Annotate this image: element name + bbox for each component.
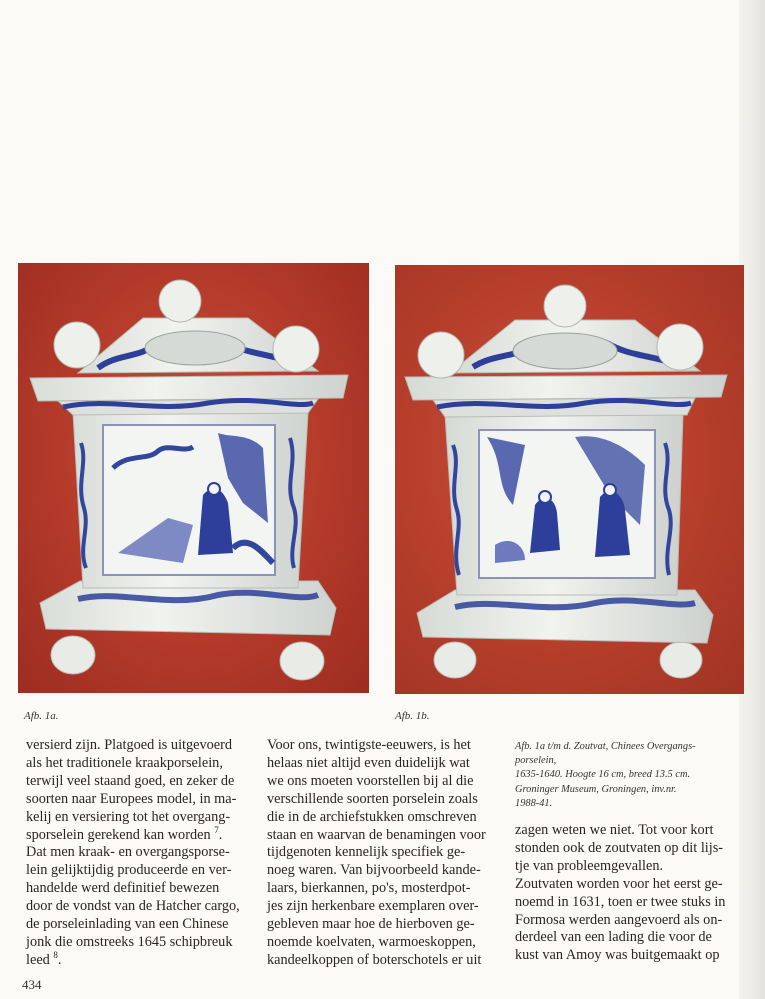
body-text-column-2 (267, 737, 486, 970)
figure-label-1a: Afb. 1a. (24, 710, 59, 722)
text-line: tijdgenoten kennelijk specifiek ge- (267, 844, 466, 861)
text-line: door de vondst van de Hatcher cargo, (26, 898, 240, 915)
salt-cellar-1a-illustration (18, 263, 369, 693)
photo-salt-cellar-1b (395, 265, 744, 694)
text-line: jes zijn herkenbare exemplaren over- (267, 898, 479, 915)
text-line: we ons moeten voorstellen bij al die (267, 772, 474, 789)
text-line: Dat men kraak- en overgangsporse- (26, 844, 230, 861)
text-line: jonk die omstreeks 1645 schipbreuk (26, 933, 233, 950)
text-line: Formosa werden aangevoerd als on- (515, 911, 723, 928)
text-line: verschillende soorten porselein zoals (267, 790, 478, 807)
text-segment: sporselein gerekend kan worden (26, 826, 211, 843)
salt-cellar-1b-illustration (395, 265, 744, 694)
text-line: gebleven maar hoe de hierboven ge- (267, 916, 475, 933)
text-line: tje van probleemgevallen. (515, 857, 664, 874)
period: . (57, 951, 62, 968)
caption-line: 1635-1640. Hoogte 16 cm, breed 13.5 cm. (515, 769, 691, 781)
text-line: kelij en versiering tot het overgang- (26, 808, 231, 825)
figure-caption (515, 740, 696, 811)
text-line: kust van Amoy was buitgemaakt op (515, 947, 720, 964)
period: . (218, 826, 223, 843)
text-line: helaas niet altijd even duidelijk wat (267, 754, 470, 771)
text-line-with-footnote (26, 824, 240, 845)
body-text-column-3 (515, 822, 725, 965)
text-line: noemd in 1631, toen er twee stuks in (515, 893, 726, 910)
text-line: stonden ook de zoutvaten op dit lijs- (515, 839, 724, 856)
text-line: kandeelkoppen of boterschotels er uit (267, 951, 482, 968)
caption-line: Groninger Museum, Groningen, inv.nr. (515, 783, 677, 795)
text-line: derdeel van een lading die voor de (515, 929, 712, 946)
text-segment: leed (26, 951, 50, 968)
footnote-marker-8: 8 (53, 949, 58, 960)
caption-line: Afb. 1a t/m d. Zoutvat, Chinees Overgangs- (515, 741, 696, 752)
caption-line: porselein, (515, 755, 557, 767)
text-line: noeg waren. Van bijvoorbeeld kande- (267, 862, 481, 879)
text-line: terwijl veel staand goed, en zeker de (26, 772, 235, 789)
text-line: Voor ons, twintigste-eeuwers, is het (267, 737, 471, 753)
text-line: handelde werd definitief bewezen (26, 880, 220, 897)
text-line: als het traditionele kraakporselein, (26, 754, 223, 771)
caption-line: 1988-41. (515, 797, 553, 809)
page-number: 434 (22, 977, 42, 992)
text-line: die in de archiefstukken omschreven (267, 808, 477, 825)
text-line-with-footnote (26, 949, 240, 970)
footnote-marker-7: 7 (214, 824, 219, 835)
text-line: Zoutvaten worden voor het eerst ge- (515, 875, 723, 892)
text-line: soorten naar Europees model, in ma- (26, 790, 237, 807)
text-line: zagen weten we niet. Tot voor kort (515, 822, 714, 838)
text-line: laars, bierkannen, po's, mosterdpot- (267, 880, 471, 897)
photo-salt-cellar-1a (18, 263, 369, 693)
figure-label-1b: Afb. 1b. (395, 710, 430, 722)
text-line: lein gelijktijdig produceerde en ver- (26, 862, 232, 879)
body-text-column-1 (26, 737, 240, 970)
text-line: staan en waarvan de benamingen voor (267, 826, 486, 843)
text-line: noemde koelvaten, warmoeskoppen, (267, 933, 476, 950)
text-line: de porseleinlading van een Chinese (26, 916, 229, 933)
text-line: versierd zijn. Platgoed is uitgevoerd (26, 737, 233, 753)
